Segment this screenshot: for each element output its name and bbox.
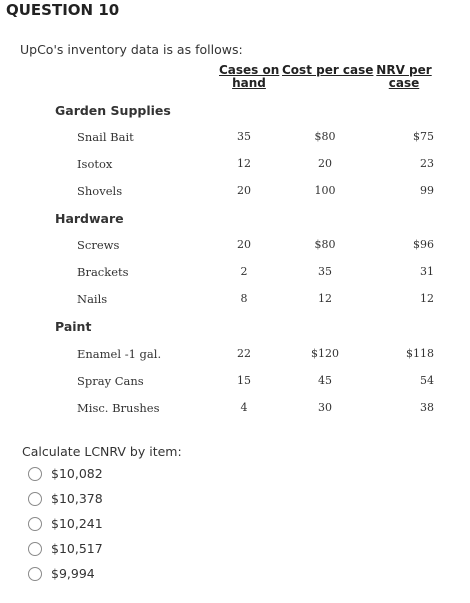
cost-per-case-value: $120 (311, 347, 339, 360)
item-name: Screws (77, 238, 120, 252)
item-name: Brackets (77, 265, 129, 279)
cases-on-hand-value: 22 (237, 347, 251, 360)
radio-button[interactable] (28, 517, 42, 531)
option-label: $10,378 (51, 491, 103, 506)
header-cost-per-case: Cost per case (282, 63, 374, 77)
cases-on-hand-value: 4 (240, 401, 248, 414)
cost-per-case-value: 20 (318, 157, 332, 170)
answer-option-3[interactable] (28, 516, 103, 531)
item-name: Misc. Brushes (77, 401, 160, 415)
cases-on-hand-value: 15 (237, 374, 251, 387)
header-cases-line1: Cases on (219, 63, 280, 77)
nrv-per-case-value: $118 (406, 347, 434, 360)
cost-per-case-value: 12 (318, 292, 332, 305)
nrv-per-case-value: 23 (420, 157, 434, 170)
nrv-per-case-value: 31 (420, 265, 434, 278)
nrv-per-case-value: $75 (413, 130, 434, 143)
cost-per-case-value: 45 (318, 374, 332, 387)
cases-on-hand-value: 20 (237, 238, 251, 251)
cases-on-hand-value: 8 (240, 292, 248, 305)
header-cases-on-hand (219, 64, 279, 90)
nrv-per-case-value: 38 (420, 401, 434, 414)
question-intro: UpCo's inventory data is as follows: (20, 42, 243, 57)
option-label: $10,517 (51, 541, 103, 556)
question-prompt: Calculate LCNRV by item: (22, 444, 182, 459)
nrv-per-case-value: 99 (420, 184, 434, 197)
item-name: Spray Cans (77, 374, 144, 388)
cost-per-case-value: 30 (318, 401, 332, 414)
option-label: $9,994 (51, 566, 95, 581)
item-name: Isotox (77, 157, 113, 171)
option-label: $10,241 (51, 516, 103, 531)
cost-per-case-value: $80 (314, 130, 336, 143)
radio-button[interactable] (28, 492, 42, 506)
header-cases-line2: hand (232, 76, 266, 90)
answer-option-1[interactable] (28, 466, 103, 481)
header-nrv-line1: NRV per (376, 63, 432, 77)
cases-on-hand-value: 20 (237, 184, 251, 197)
nrv-per-case-value: 54 (420, 374, 434, 387)
cost-per-case-value: $80 (314, 238, 336, 251)
cost-per-case-value: 35 (318, 265, 332, 278)
answer-option-2[interactable] (28, 491, 103, 506)
nrv-per-case-value: 12 (420, 292, 434, 305)
radio-button[interactable] (28, 467, 42, 481)
nrv-per-case-value: $96 (413, 238, 434, 251)
question-title: QUESTION 10 (6, 1, 120, 19)
radio-button[interactable] (28, 542, 42, 556)
cases-on-hand-value: 35 (237, 130, 251, 143)
category-label: Garden Supplies (55, 103, 171, 118)
cases-on-hand-value: 12 (237, 157, 251, 170)
category-label: Hardware (55, 211, 124, 226)
answer-option-4[interactable] (28, 541, 103, 556)
item-name: Shovels (77, 184, 123, 198)
item-name: Nails (77, 292, 108, 306)
option-label: $10,082 (51, 466, 103, 481)
item-name: Snail Bait (77, 130, 134, 144)
cost-per-case-value: 100 (314, 184, 336, 197)
radio-button[interactable] (28, 567, 42, 581)
category-label: Paint (55, 319, 92, 334)
header-nrv-line2: case (388, 76, 420, 90)
cases-on-hand-value: 2 (240, 265, 248, 278)
answer-option-5[interactable] (28, 566, 95, 581)
item-name: Enamel -1 gal. (77, 347, 162, 361)
header-nrv-per-case (374, 64, 434, 90)
